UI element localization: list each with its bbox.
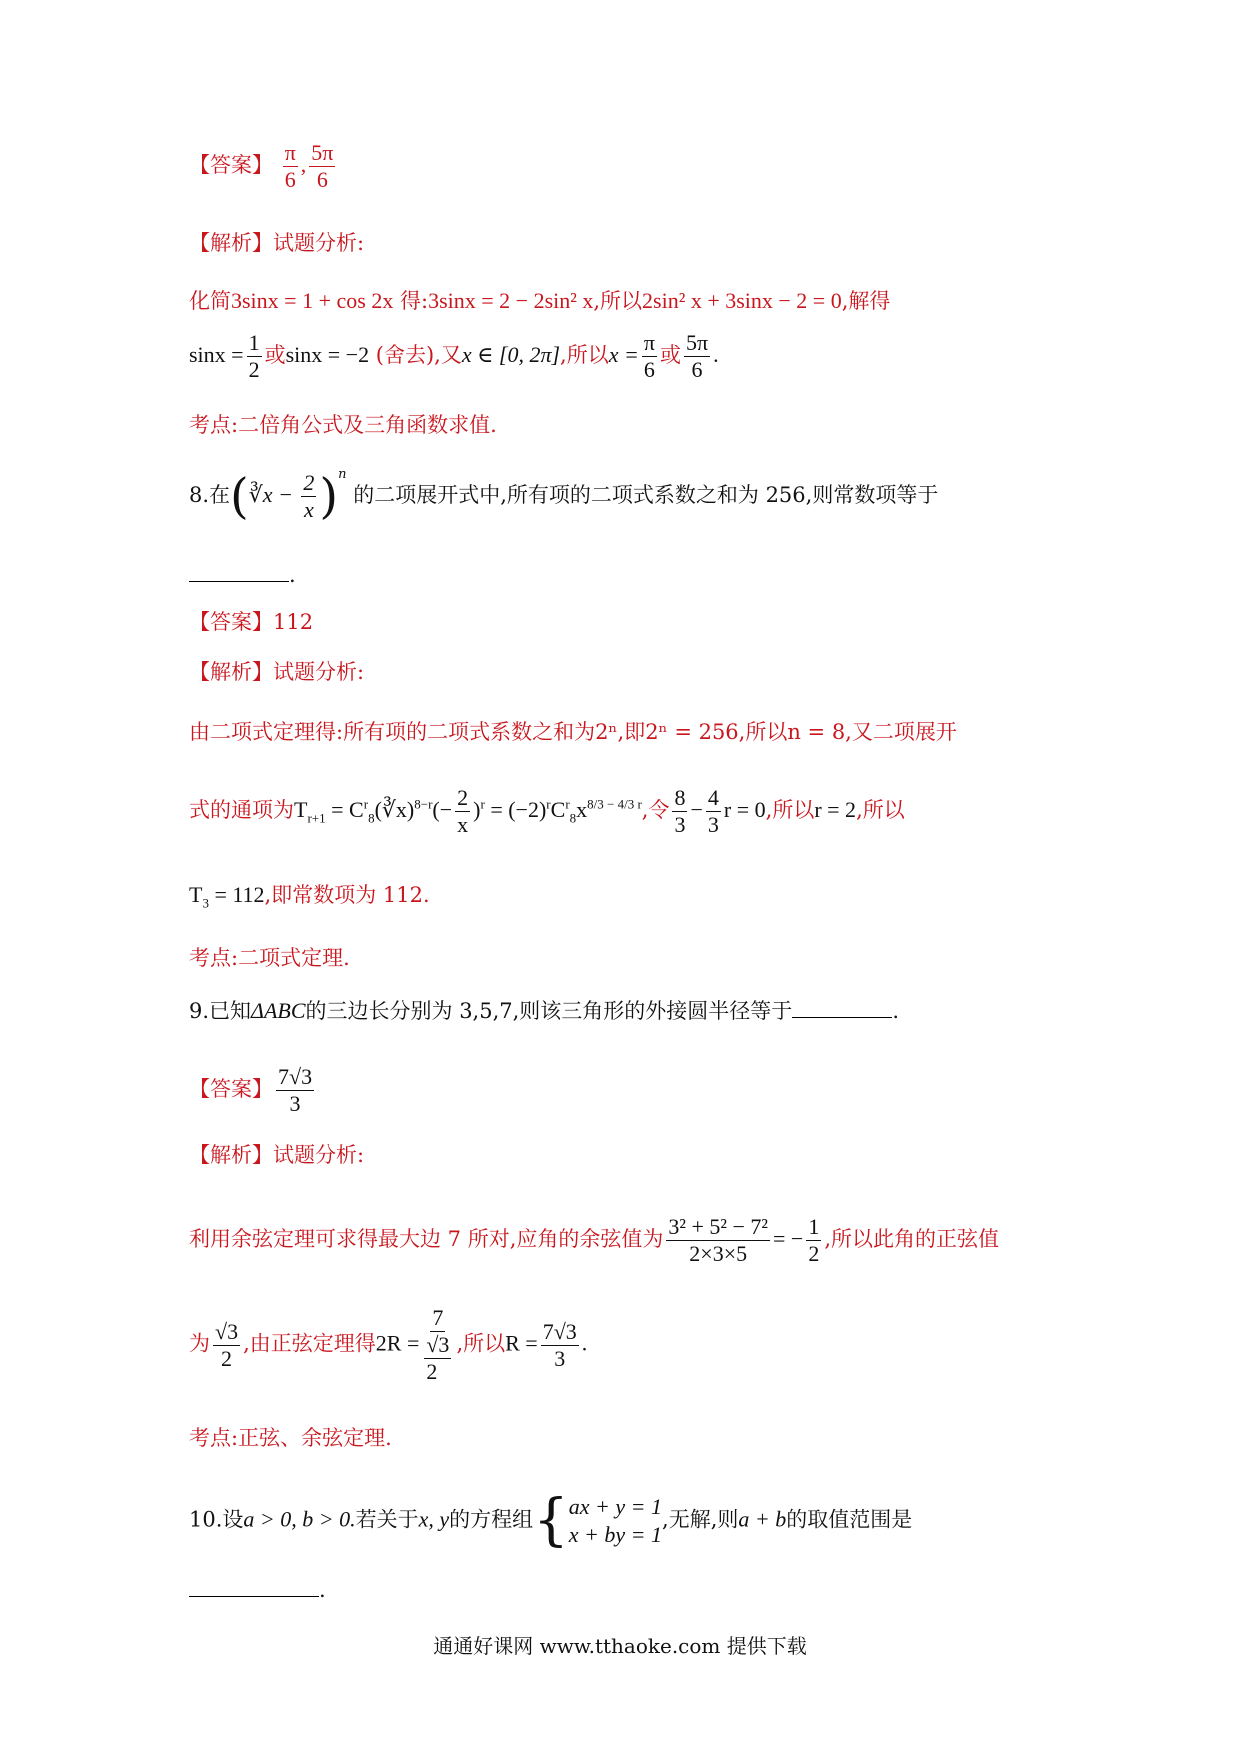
fraction: $\frac{2}{x}$ <box>303 470 315 522</box>
fraction: $\frac{\text{3² + 5² − 7²}}{2\times 3\times 5}$ <box>668 1214 768 1266</box>
q9-answer: 【答案】 $\frac{7√3}{3}$ <box>189 1064 313 1116</box>
q10-question: 10.设a > 0, b > 0.若关于x, y的方程组{ ax + y = 1 x + by = 1 ,无解,则a + b的取值范围是 <box>189 1488 913 1553</box>
fraction: $\frac{1}{2}$ <box>248 330 260 382</box>
q8-analysis-tag: 【解析】试题分析: <box>189 660 365 684</box>
answer-blank <box>189 561 289 582</box>
equation-system: ax + y = 1 x + by = 1 <box>568 1494 663 1547</box>
fraction: $\frac{5\pi}{6}$ <box>311 140 334 192</box>
answer-tag: 【答案】 <box>189 153 273 177</box>
q9-analysis-line1: 利用余弦定理可求得最大边 7 所对,应角的余弦值为 $\frac{\text{3² + 5² − 7²}}{2\times 3\times 5}$ = − $\frac{1}{2}$ ,所以此角的正弦值 <box>189 1214 1000 1266</box>
q10-blank: . <box>189 1575 326 1605</box>
fraction: $\frac{\pi}{6}$ <box>643 330 655 382</box>
q9-analysis-line2: 为 $\frac{√3}{2}$ ,由正弦定理得2R = $\frac{7}{\frac{√3}{2}}$ ,所以R = $\frac{7√3}{3}$ . <box>189 1305 588 1384</box>
fraction: $\frac{1}{2}$ <box>808 1214 820 1266</box>
fraction: $\frac{7√3}{3}$ <box>542 1318 577 1371</box>
q7-analysis-line2: sinx = $\frac{1}{2}$ 或sinx = −2 (舍去),又x ∈ [0, 2π],所以x = $\frac{\pi}{6}$ 或 $\frac{5\pi}{6}$ . <box>189 330 719 382</box>
answer-blank <box>189 1576 319 1597</box>
fraction: $\frac{√3}{2}$ <box>215 1318 239 1371</box>
q9-question: 9.已知ΔABC的三边长分别为 3,5,7,则该三角形的外接圆半径等于 . <box>189 998 899 1023</box>
q7-analysis-tag: 【解析】试题分析: <box>189 231 365 255</box>
q7-kaodian: 考点:二倍角公式及三角函数求值. <box>189 413 497 437</box>
q8-question: 8.在(∛x − $\frac{2}{x}$ )$^n$ 的二项展开式中,所有项的二项式系数之和为 256,则常数项等于 <box>189 467 939 525</box>
q8-analysis-line1: 由二项式定理得:所有项的二项式系数之和为2ⁿ,即2ⁿ = 256,所以n = 8,又二项展开 <box>189 720 957 744</box>
fraction: $\frac{7}{\frac{√3}{2}}$ <box>426 1305 450 1384</box>
answer-blank <box>792 997 892 1018</box>
fraction: $\frac{7√3}{3}$ <box>278 1064 313 1116</box>
fraction: $\frac{\pi}{6}$ <box>284 140 296 192</box>
fraction: $\frac{5\pi}{6}$ <box>685 330 709 382</box>
fraction: $\frac{8}{3}$ <box>674 785 686 837</box>
q8-analysis-line2: 式的通项为$T_{r+1}$ = $C^r_8(∛x)^{8-r}(-$ $\frac{2}{x}$ )$^r = (-2)^rC^r_8x^{8/3 - 4/3 r}$,令 $\frac{8}{3}$ − $\frac{4}{3}$ r = 0,所以r = 2,所以 <box>189 785 905 837</box>
fraction: $\frac{2}{x}$ <box>457 785 469 837</box>
q8-analysis-line3: $T_3 = 112$,即常数项为 112. <box>189 882 430 911</box>
q8-kaodian: 考点:二项式定理. <box>189 946 350 970</box>
q7-answer: 【答案】 $\frac{\pi}{6}$ , $\frac{5\pi}{6}$ <box>189 140 334 192</box>
q8-answer: 【答案】112 <box>189 610 314 634</box>
q9-kaodian: 考点:正弦、余弦定理. <box>189 1426 392 1450</box>
q7-analysis-line1: 化简3sinx = 1 + cos 2x 得:3sinx = 2 − 2sin² x,所以2sin² x + 3sinx − 2 = 0,解得 <box>189 288 891 313</box>
fraction: $\frac{4}{3}$ <box>707 785 719 837</box>
q9-analysis-tag: 【解析】试题分析: <box>189 1143 365 1167</box>
q8-blank: . <box>189 560 296 590</box>
page-footer: 通通好课网 www.tthaoke.com 提供下载 <box>433 1634 807 1658</box>
